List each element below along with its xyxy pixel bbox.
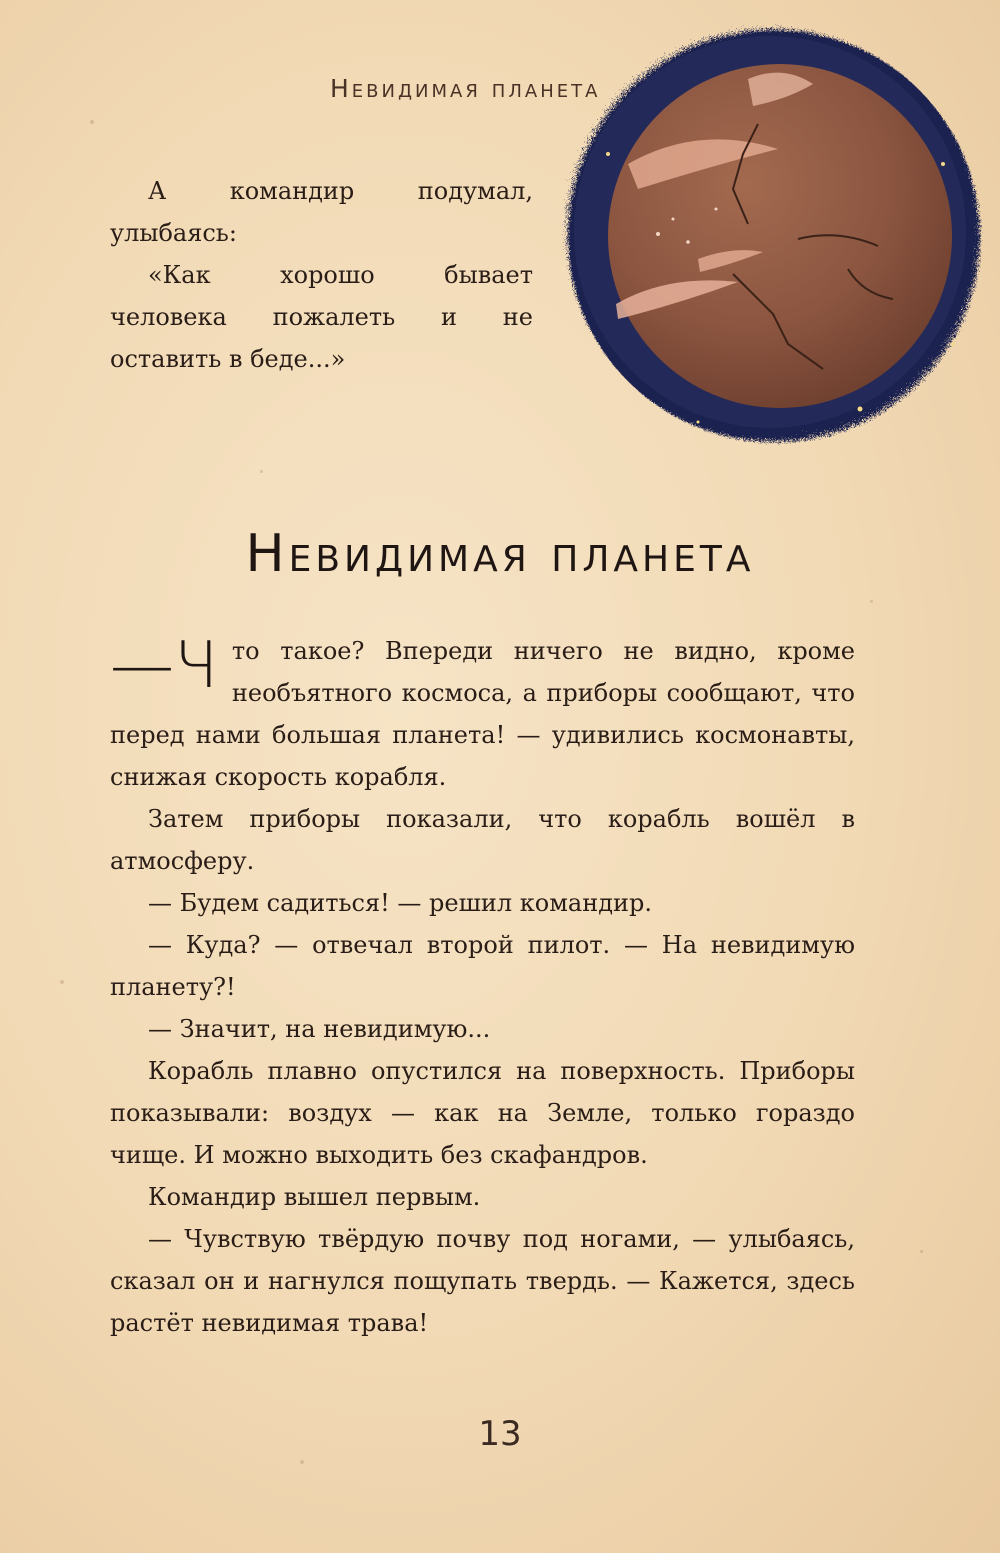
- paper-speck: [870, 600, 873, 603]
- chapter-title: Невидимая планета: [245, 524, 755, 584]
- first-paragraph-text: то такое? Впереди ничего не видно, кроме необъятного космоса, а приборы сообщают, что перед нами большая планета! — удивились космонавты, снижая скорость корабля.: [110, 637, 855, 791]
- paragraph: Корабль плавно опустился на поверхность. Приборы показывали: воздух — как на Земле, только гораздо чище. И можно выходить без скафандров.: [110, 1057, 855, 1169]
- paragraph: — Значит, на невидимую...: [148, 1015, 491, 1043]
- paper-speck: [920, 1250, 923, 1253]
- planet-illustration: [548, 14, 988, 454]
- paragraph: — Куда? — отвечал второй пилот. — На невидимую планету?!: [110, 931, 855, 1001]
- paper-speck: [260, 470, 263, 473]
- paragraph: — Чувствую твёрдую почву под ногами, — улыбаясь, сказал он и нагнулся пощупать твердь. — Кажется, здесь растёт невидимая трава!: [110, 1225, 855, 1337]
- drop-cap: —Ч: [110, 629, 218, 703]
- paper-speck: [90, 120, 94, 124]
- paragraph: «Как хорошо бывает человека пожалеть и не оставить в беде...»: [110, 261, 533, 373]
- paper-speck: [60, 980, 64, 984]
- preceding-text: [110, 170, 533, 380]
- chapter-body: [110, 630, 855, 1344]
- running-header: Невидимая планета: [330, 74, 601, 103]
- first-paragraph: [110, 630, 855, 798]
- planet-icon: [548, 14, 988, 454]
- page-number: 13: [478, 1414, 522, 1454]
- paragraph: Командир вышел первым.: [148, 1183, 481, 1211]
- paragraph: А командир подумал, улыбаясь:: [110, 177, 533, 247]
- paragraph: — Будем садиться! — решил командир.: [148, 889, 652, 917]
- paper-speck: [300, 1460, 304, 1464]
- paragraph: Затем приборы показали, что корабль вошёл в атмосферу.: [110, 805, 855, 875]
